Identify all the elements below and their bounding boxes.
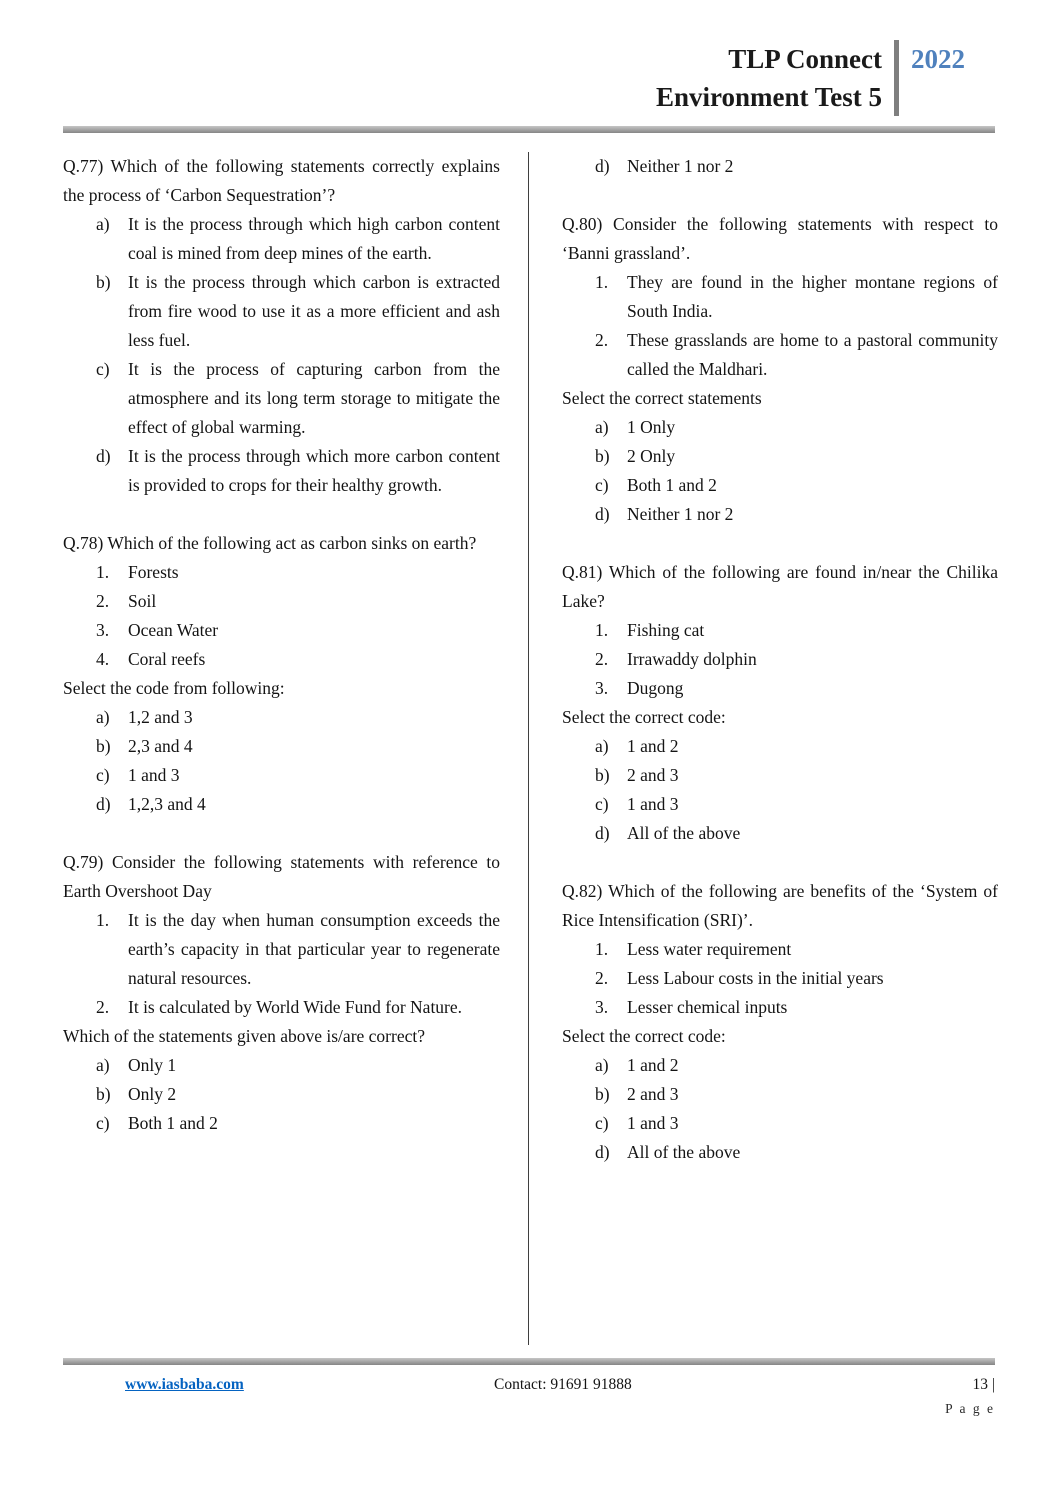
item-label: 3. — [96, 620, 110, 640]
item-label: 1. — [595, 272, 609, 292]
item-text: Neither 1 nor 2 — [627, 504, 734, 524]
item-label: b) — [96, 736, 111, 756]
item-text: 2 and 3 — [627, 765, 679, 785]
lead-in-text: Which of the statements given above is/are correct? — [63, 1026, 425, 1046]
item-text: 1 and 3 — [627, 1113, 679, 1133]
statement-item — [595, 268, 998, 326]
answer-option — [96, 1051, 500, 1080]
item-text: Less Labour costs in the initial years — [627, 968, 884, 988]
statement-item — [595, 645, 998, 674]
statement-item — [96, 906, 500, 993]
answer-option — [595, 819, 998, 848]
item-label: a) — [595, 417, 609, 437]
item-text: Irrawaddy dolphin — [627, 649, 757, 669]
item-label: d) — [595, 156, 610, 176]
answer-option — [96, 703, 500, 732]
statement-item — [96, 558, 500, 587]
item-label: c) — [595, 1113, 609, 1133]
item-text: It is the process through which carbon is extracted from fire wood to use it as a more efficient and ash less fuel. — [128, 272, 500, 350]
item-text: Less water requirement — [627, 939, 792, 959]
item-text: Soil — [128, 591, 157, 611]
item-label: a) — [96, 707, 110, 727]
paragraph-gap — [63, 819, 500, 848]
answer-option — [595, 732, 998, 761]
top-rule — [63, 126, 995, 133]
statement-item — [595, 326, 998, 384]
item-label: a) — [595, 736, 609, 756]
answer-option — [595, 471, 998, 500]
paragraph-gap — [562, 848, 998, 877]
item-label: d) — [96, 446, 111, 466]
item-text: It is the process of capturing carbon from the atmosphere and its long term storage to mitigate the effect of global warming. — [128, 359, 500, 437]
item-label: 1. — [595, 939, 609, 959]
website-link[interactable]: www.iasbaba.com — [125, 1376, 244, 1393]
header-titles — [656, 40, 882, 116]
item-label: b) — [595, 446, 610, 466]
item-text: Coral reefs — [128, 649, 206, 669]
item-text: Dugong — [627, 678, 684, 698]
item-text: It is the day when human consumption exceeds the earth’s capacity in that particular year to regenerate natural resources. — [128, 910, 500, 988]
item-label: 1. — [96, 910, 110, 930]
lead-in-text: Select the correct code: — [562, 707, 726, 727]
item-label: 2. — [595, 649, 609, 669]
answer-option — [96, 442, 500, 500]
header-year: 2022 — [911, 44, 965, 74]
lead-in-text: Select the code from following: — [63, 678, 285, 698]
statement-item — [595, 935, 998, 964]
item-label: c) — [595, 475, 609, 495]
answer-option — [96, 732, 500, 761]
item-text: 2 Only — [627, 446, 676, 466]
question-stem: Q.80) Consider the following statements with respect to ‘Banni grassland’. — [562, 214, 998, 263]
answer-option — [595, 761, 998, 790]
statement-item — [96, 645, 500, 674]
answer-option — [595, 790, 998, 819]
statement-item — [96, 616, 500, 645]
item-label: 2. — [96, 997, 110, 1017]
item-label: c) — [96, 359, 110, 379]
header-title-line2: Environment Test 5 — [655, 82, 882, 112]
item-label: 2. — [595, 330, 609, 350]
item-text: All of the above — [627, 823, 741, 843]
header-title-line1: TLP Connect — [728, 44, 882, 74]
item-label: c) — [595, 794, 609, 814]
item-text: All of the above — [627, 1142, 741, 1162]
item-label: d) — [595, 823, 610, 843]
item-label: d) — [595, 1142, 610, 1162]
item-text: 1,2,3 and 4 — [128, 794, 206, 814]
lead-in-text: Select the correct code: — [562, 1026, 726, 1046]
item-label: 2. — [595, 968, 609, 988]
item-label: 3. — [595, 678, 609, 698]
item-text: It is the process through which more carbon content is provided to crops for their healthy growth. — [128, 446, 500, 495]
answer-option — [595, 1051, 998, 1080]
item-text: Only 2 — [128, 1084, 177, 1104]
item-text: 1 and 3 — [128, 765, 180, 785]
item-text: Neither 1 nor 2 — [627, 156, 734, 176]
item-text: 2,3 and 4 — [128, 736, 193, 756]
statement-item — [96, 993, 500, 1022]
lead-in-text: Select the correct statements — [562, 388, 762, 408]
answer-option — [96, 790, 500, 819]
paragraph-gap — [562, 529, 998, 558]
page-number: 13 | — [972, 1376, 995, 1393]
item-label: 1. — [96, 562, 110, 582]
question-stem: Q.81) Which of the following are found in/near the Chilika Lake? — [562, 562, 998, 611]
item-label: 1. — [595, 620, 609, 640]
item-label: d) — [96, 794, 111, 814]
question-stem: Q.77) Which of the following statements correctly explains the process of ‘Carbon Sequestration’? — [63, 156, 500, 205]
answer-option — [595, 413, 998, 442]
item-text: Lesser chemical inputs — [627, 997, 788, 1017]
column-divider — [528, 152, 529, 1345]
statement-item — [595, 993, 998, 1022]
page-header — [656, 40, 965, 116]
answer-option — [595, 1109, 998, 1138]
footer-contact: Contact: 91691 91888 — [494, 1376, 632, 1393]
item-text: 1 and 3 — [627, 794, 679, 814]
item-text: Forests — [128, 562, 179, 582]
answer-option — [96, 1109, 500, 1138]
page-word: P a g e — [945, 1401, 995, 1416]
item-text: Only 1 — [128, 1055, 177, 1075]
paragraph-gap — [562, 181, 998, 210]
answer-option — [96, 210, 500, 268]
answer-option — [595, 1080, 998, 1109]
statement-item — [595, 616, 998, 645]
item-label: 3. — [595, 997, 609, 1017]
item-label: c) — [96, 765, 110, 785]
question-stem: Q.78) Which of the following act as carbon sinks on earth? — [63, 533, 477, 553]
item-text: Ocean Water — [128, 620, 219, 640]
header-divider-bar — [894, 40, 899, 116]
item-label: b) — [595, 1084, 610, 1104]
item-text: These grasslands are home to a pastoral community called the Maldhari. — [627, 330, 998, 379]
answer-option — [96, 1080, 500, 1109]
item-label: c) — [96, 1113, 110, 1133]
answer-option — [595, 1138, 998, 1167]
left-column — [63, 152, 500, 1138]
item-text: Both 1 and 2 — [627, 475, 717, 495]
page-footer — [0, 1370, 1058, 1430]
item-text: It is calculated by World Wide Fund for Nature. — [128, 997, 463, 1017]
bottom-rule — [63, 1358, 995, 1365]
item-text: 1 and 2 — [627, 736, 679, 756]
item-text: Both 1 and 2 — [128, 1113, 218, 1133]
item-label: 4. — [96, 649, 110, 669]
answer-option — [595, 500, 998, 529]
item-label: a) — [595, 1055, 609, 1075]
item-label: b) — [96, 272, 111, 292]
item-text: It is the process through which high carbon content coal is mined from deep mines of the earth. — [128, 214, 500, 263]
right-column — [562, 152, 998, 1167]
item-text: 1 and 2 — [627, 1055, 679, 1075]
item-text: Fishing cat — [627, 620, 705, 640]
answer-option — [96, 355, 500, 442]
item-text: 1 Only — [627, 417, 676, 437]
item-label: b) — [595, 765, 610, 785]
item-text: 2 and 3 — [627, 1084, 679, 1104]
statement-item — [96, 587, 500, 616]
paragraph-gap — [63, 500, 500, 529]
item-label: d) — [595, 504, 610, 524]
statement-item — [595, 674, 998, 703]
item-label: a) — [96, 1055, 110, 1075]
answer-option — [595, 442, 998, 471]
answer-option — [96, 761, 500, 790]
item-text: 1,2 and 3 — [128, 707, 193, 727]
answer-option — [595, 152, 998, 181]
question-stem: Q.82) Which of the following are benefits of the ‘System of Rice Intensification (SRI)’. — [562, 881, 998, 930]
item-label: a) — [96, 214, 110, 234]
statement-item — [595, 964, 998, 993]
item-text: They are found in the higher montane regions of South India. — [627, 272, 998, 321]
answer-option — [96, 268, 500, 355]
item-label: 2. — [96, 591, 110, 611]
question-stem: Q.79) Consider the following statements with reference to Earth Overshoot Day — [63, 852, 500, 901]
item-label: b) — [96, 1084, 111, 1104]
